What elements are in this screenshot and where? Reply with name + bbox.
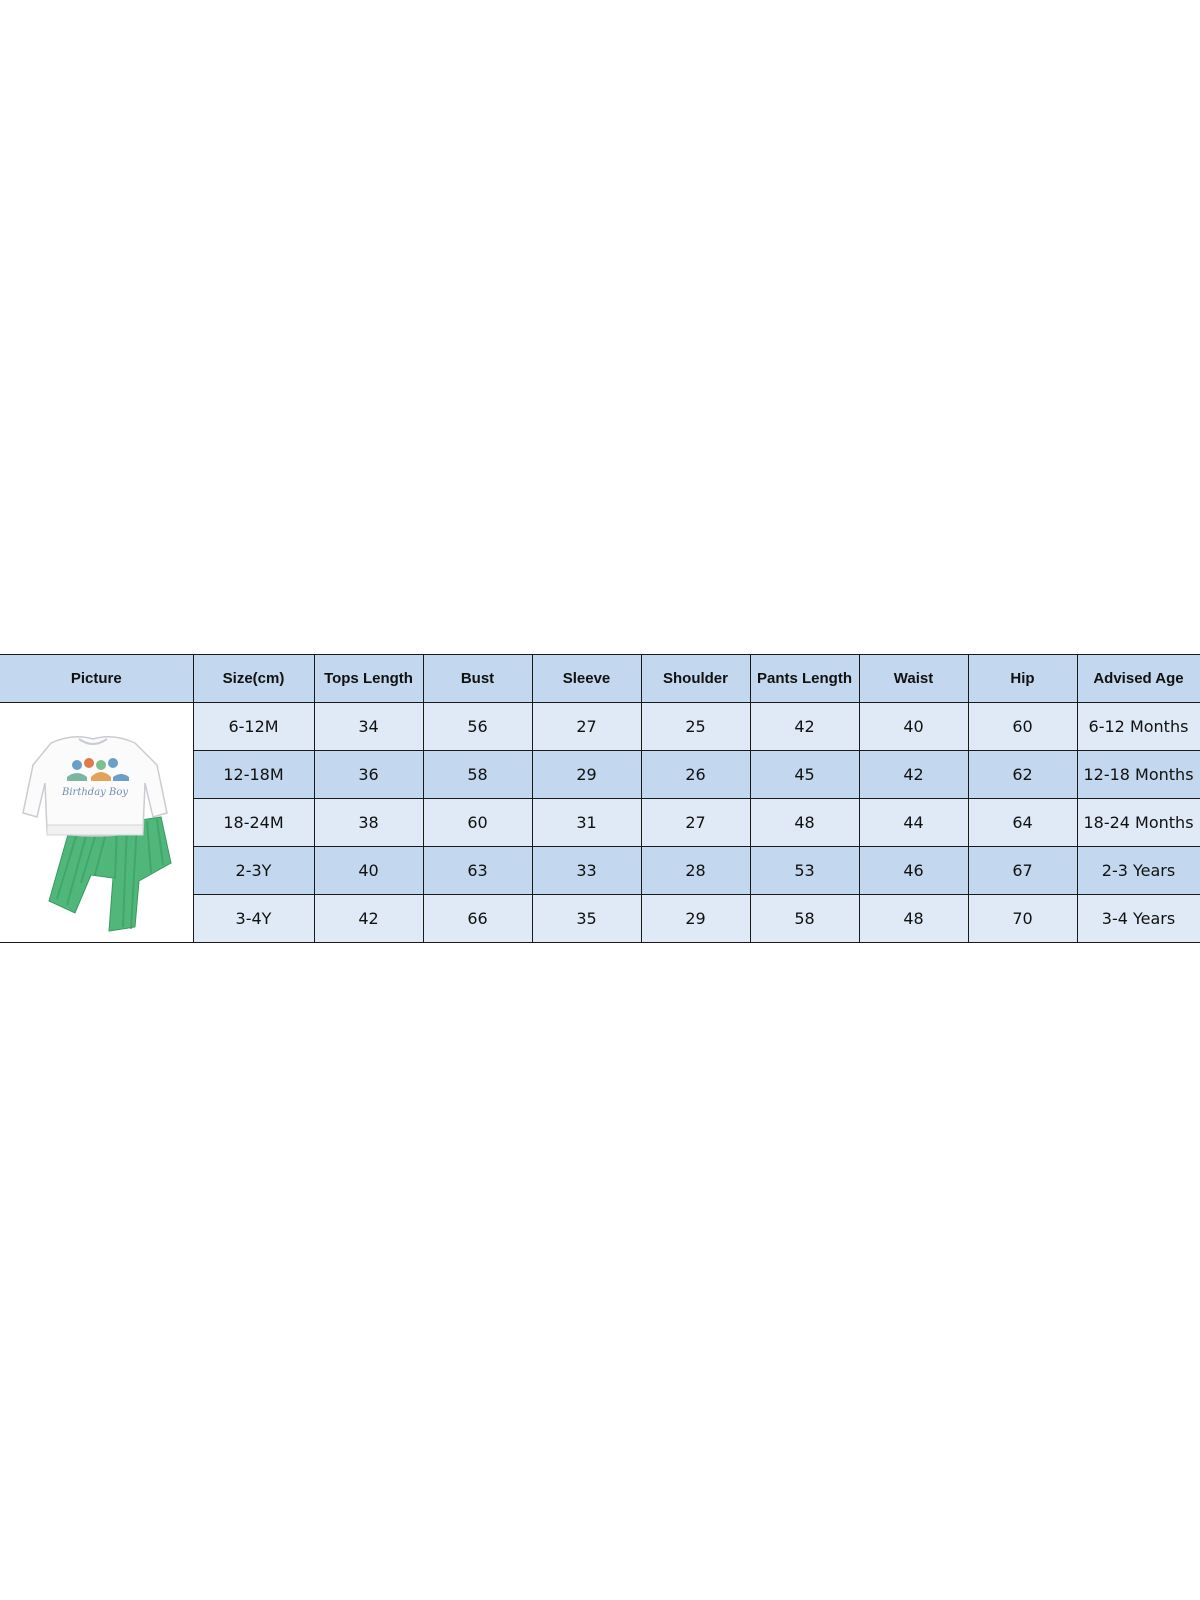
hip-cell: 60 [968, 703, 1077, 751]
shoulder-cell: 27 [641, 799, 750, 847]
waist-cell: 42 [859, 751, 968, 799]
table-row [0, 703, 1200, 751]
header-cell-size: Size(cm) [193, 655, 314, 703]
sleeve-cell: 27 [532, 703, 641, 751]
sleeve-cell: 35 [532, 895, 641, 943]
waist-cell: 40 [859, 703, 968, 751]
hip-cell: 67 [968, 847, 1077, 895]
advised-age-cell: 18-24 Months [1077, 799, 1200, 847]
waist-cell: 48 [859, 895, 968, 943]
hip-cell: 62 [968, 751, 1077, 799]
outfit-photo-icon [11, 713, 181, 933]
tops-length-cell: 36 [314, 751, 423, 799]
bust-cell: 60 [423, 799, 532, 847]
advised-age-cell: 12-18 Months [1077, 751, 1200, 799]
header-cell-tops-length: Tops Length [314, 655, 423, 703]
shirt-print-text: Birthday Boy [62, 786, 129, 798]
size-cell: 2-3Y [193, 847, 314, 895]
shoulder-cell: 28 [641, 847, 750, 895]
sleeve-cell: 33 [532, 847, 641, 895]
header-cell-pants-length: Pants Length [750, 655, 859, 703]
waist-cell: 44 [859, 799, 968, 847]
bust-cell: 66 [423, 895, 532, 943]
header-cell-advised-age: Advised Age [1077, 655, 1200, 703]
pants-length-cell: 48 [750, 799, 859, 847]
shoulder-cell: 25 [641, 703, 750, 751]
header-cell-picture: Picture [0, 655, 193, 703]
pants-length-cell: 42 [750, 703, 859, 751]
advised-age-cell: 3-4 Years [1077, 895, 1200, 943]
header-cell-waist: Waist [859, 655, 968, 703]
advised-age-cell: 2-3 Years [1077, 847, 1200, 895]
header-cell-shoulder: Shoulder [641, 655, 750, 703]
hip-cell: 70 [968, 895, 1077, 943]
tops-length-cell: 38 [314, 799, 423, 847]
tops-length-cell: 42 [314, 895, 423, 943]
bust-cell: 58 [423, 751, 532, 799]
shoulder-cell: 29 [641, 895, 750, 943]
advised-age-cell: 6-12 Months [1077, 703, 1200, 751]
bust-cell: 56 [423, 703, 532, 751]
size-cell: 18-24M [193, 799, 314, 847]
header-cell-bust: Bust [423, 655, 532, 703]
hip-cell: 64 [968, 799, 1077, 847]
pants-length-cell: 45 [750, 751, 859, 799]
shoulder-cell: 26 [641, 751, 750, 799]
tops-length-cell: 40 [314, 847, 423, 895]
size-cell: 6-12M [193, 703, 314, 751]
header-cell-sleeve: Sleeve [532, 655, 641, 703]
size-cell: 3-4Y [193, 895, 314, 943]
tops-length-cell: 34 [314, 703, 423, 751]
sleeve-cell: 29 [532, 751, 641, 799]
pants-length-cell: 58 [750, 895, 859, 943]
size-cell: 12-18M [193, 751, 314, 799]
header-row [0, 655, 1200, 703]
bust-cell: 63 [423, 847, 532, 895]
sleeve-cell: 31 [532, 799, 641, 847]
pants-length-cell: 53 [750, 847, 859, 895]
waist-cell: 46 [859, 847, 968, 895]
size-chart-table [0, 654, 1200, 943]
picture-cell [0, 703, 193, 943]
header-cell-hip: Hip [968, 655, 1077, 703]
